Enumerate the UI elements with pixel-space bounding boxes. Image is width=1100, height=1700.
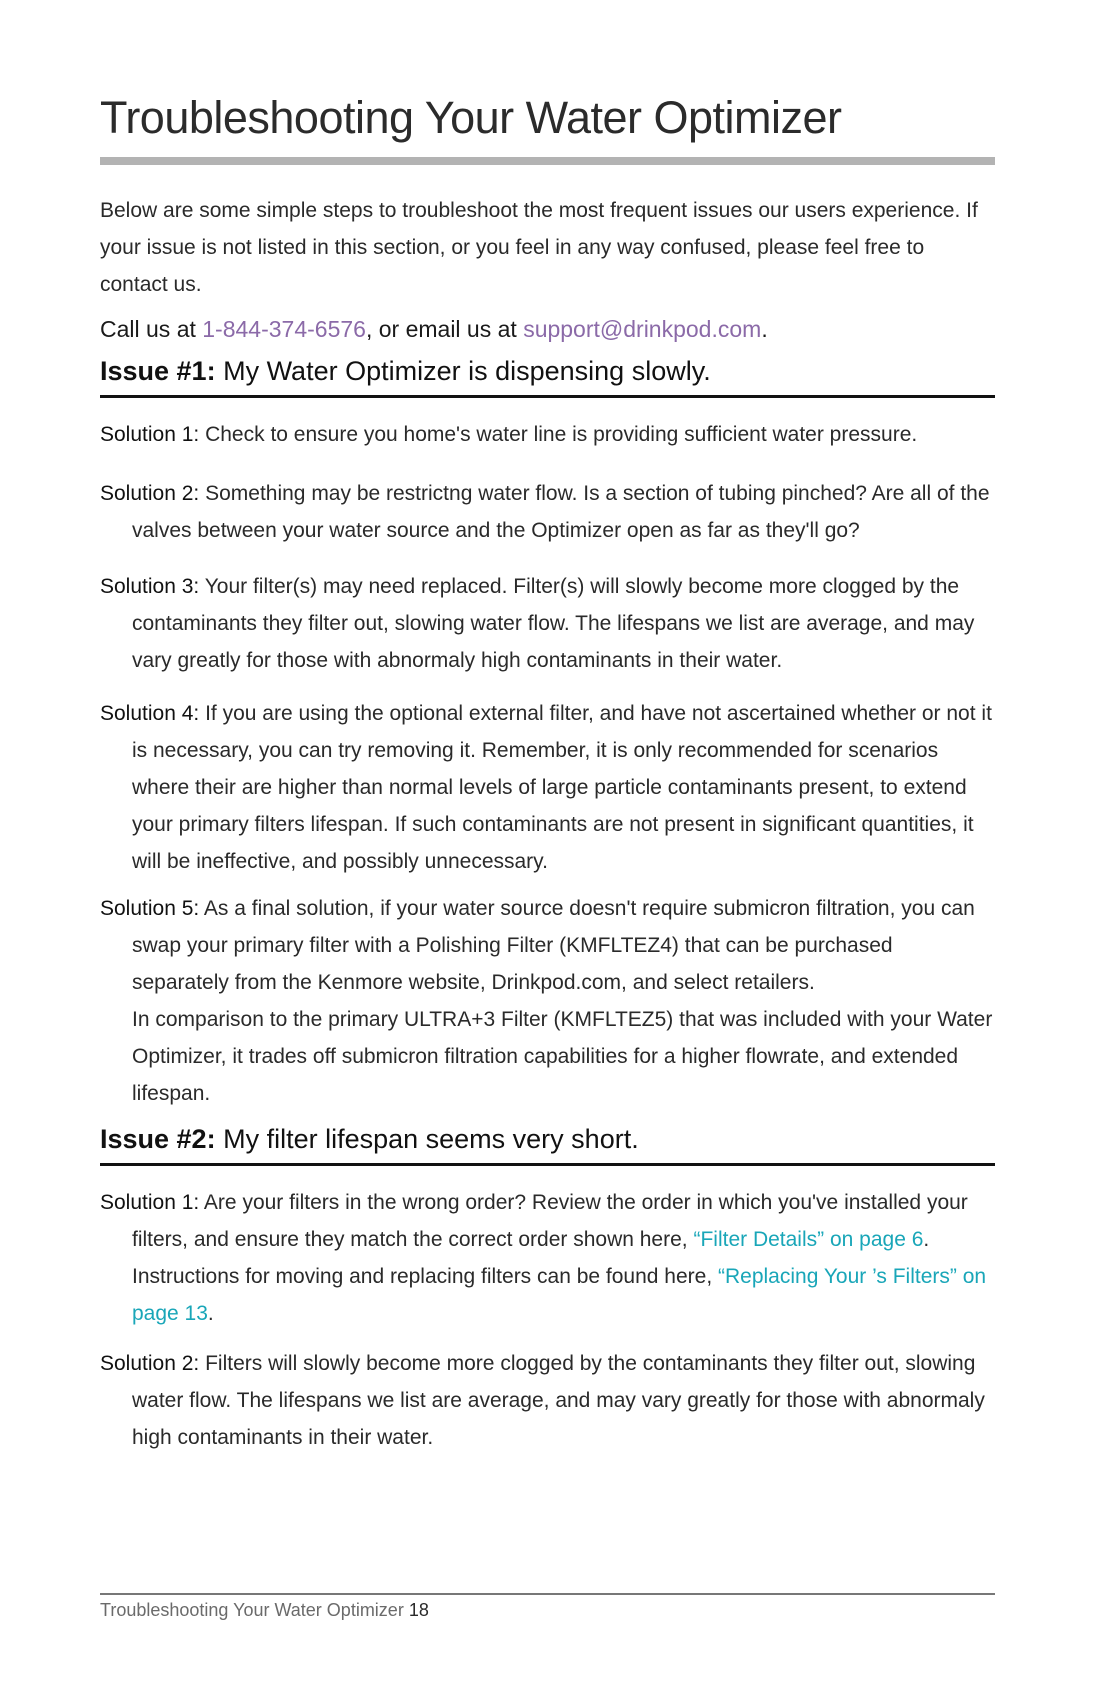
solution-label: Solution 2: <box>100 482 200 505</box>
issue-1-number: Issue #1: <box>100 356 216 386</box>
page-title: Troubleshooting Your Water Optimizer <box>100 92 842 143</box>
solution-text: If you are using the optional external filter, and have not ascertained whether or not it is necessary, you can try removing it. Remember, it is only recommended for scenarios where their are higher than normal levels of large particle contaminants present, to extend your primary filters lifespan. If such contaminants are not present in significant quantities, it will be ineffective, and possibly unnecessary. <box>132 702 992 873</box>
solution-text: As a final solution, if your water source doesn't require submicron filtration, you can swap your primary filter with a Polishing Filter (KMFLTEZ4) that can be purchased separately from the Kenmore website, Drinkpod.com, and select retailers. <box>132 897 975 994</box>
issue-1-title: My Water Optimizer is dispensing slowly. <box>215 356 711 386</box>
contact-line <box>100 316 768 343</box>
issue-2-title: My filter lifespan seems very short. <box>215 1124 639 1154</box>
replacing-filters-link[interactable]: “Replacing Your ’s Filters” on page 13 <box>132 1265 987 1325</box>
issue-2-solution-1 <box>100 1184 995 1332</box>
solution-label: Solution 5: <box>100 897 200 920</box>
solution-text: Are your filters in the wrong order? Review the order in which you've installed your filters, and ensure they match the correct order shown here, <box>132 1191 968 1251</box>
solution-text: Filters will slowly become more clogged by the contaminants they filter out, slowing water flow. The lifespans we list are average, and may vary greatly for those with abnormaly high contaminants in their water. <box>132 1352 985 1449</box>
solution-text: Check to ensure you home's water line is providing sufficient water pressure. <box>199 423 918 446</box>
phone-link[interactable]: 1-844-374-6576 <box>202 316 366 342</box>
solution-text: Your filter(s) may need replaced. Filter(s) will slowly become more clogged by the contaminants they filter out, slowing water flow. The lifespans we list are average, and may vary greatly for those with abnormaly high contaminants in their water. <box>132 575 975 672</box>
document-page <box>100 0 995 1700</box>
footer-title: Troubleshooting Your Water Optimizer <box>100 1600 404 1620</box>
issue-1-heading <box>100 356 711 387</box>
intro-paragraph: Below are some simple steps to troubleshoot the most frequent issues our users experience. If your issue is not listed in this section, or you feel in any way confused, please feel free to contact us. <box>100 199 978 296</box>
solution-text: . <box>207 1302 214 1325</box>
email-link[interactable]: support@drinkpod.com <box>523 316 762 342</box>
issue-1-solution-1 <box>100 416 995 453</box>
filter-details-link[interactable]: “Filter Details” on page 6 <box>693 1228 924 1251</box>
issue-1-rule <box>100 395 995 398</box>
solution-label: Solution 3: <box>100 575 200 598</box>
contact-prefix: Call us at <box>100 316 203 342</box>
issue-1-solution-3 <box>100 568 995 679</box>
issue-1-solution-4 <box>100 695 995 880</box>
footer-rule <box>100 1593 995 1595</box>
contact-suffix: . <box>761 316 768 342</box>
issue-2-heading <box>100 1124 639 1155</box>
issue-1-solution-5 <box>100 890 995 1112</box>
issue-2-rule <box>100 1163 995 1166</box>
contact-middle: , or email us at <box>365 316 524 342</box>
solution-label: Solution 1: <box>100 423 200 446</box>
solution-label: Solution 2: <box>100 1352 200 1375</box>
solution-text: Something may be restrictng water flow. Is a section of tubing pinched? Are all of the valves between your water source and the Optimizer open as far as they'll go? <box>132 482 990 542</box>
solution-label: Solution 1: <box>100 1191 200 1214</box>
issue-2-solution-2 <box>100 1345 995 1456</box>
solution-text-continued: In comparison to the primary ULTRA+3 Filter (KMFLTEZ5) that was included with your Water Optimizer, it trades off submicron filtration capabilities for a higher flowrate, and extended lifespan. <box>132 1008 993 1105</box>
title-underline <box>100 157 995 165</box>
page-number: 18 <box>408 1600 429 1620</box>
page-footer <box>100 1600 429 1621</box>
issue-2-number: Issue #2: <box>100 1124 216 1154</box>
issue-1-solution-2 <box>100 475 995 549</box>
solution-label: Solution 4: <box>100 702 200 725</box>
solution-text: . Instructions for moving and replacing filters can be found here, <box>132 1228 930 1288</box>
